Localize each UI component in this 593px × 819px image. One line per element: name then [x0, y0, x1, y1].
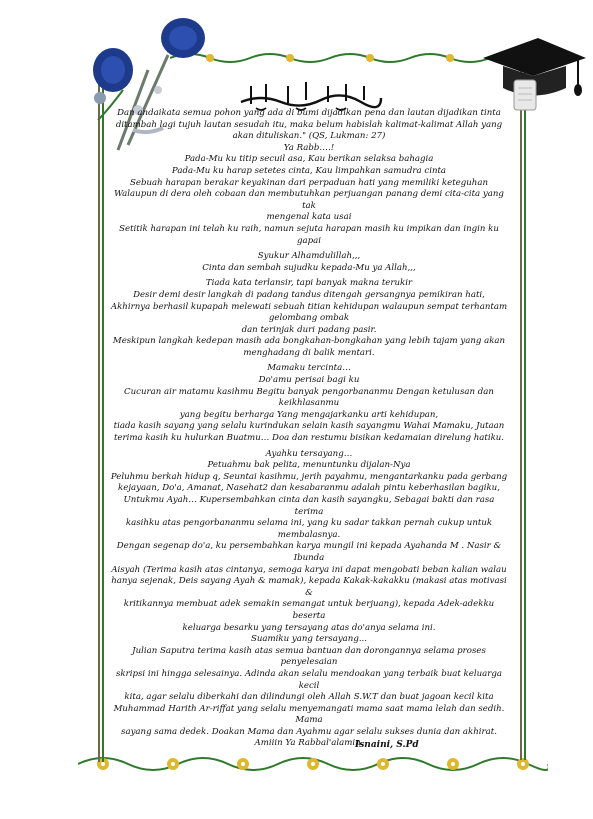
text-line: Akhirnya berhasil kupapah melewati sebuah titian kehidupan walaupun sempat terhantam — [110, 301, 508, 312]
text-line: dan terinjak duri padang pasir. — [241, 324, 377, 335]
text-line: Cinta dan sembah sujudku kepada-Mu ya Allah,,, — [202, 262, 416, 273]
text-line: sayang sama dedek. Doakan Mama dan Ayahmu agar selalu sukses dunia dan akhirat. — [121, 726, 497, 737]
text-line: membalasnya. — [277, 529, 341, 540]
left-border — [96, 72, 106, 762]
right-border — [518, 60, 528, 760]
text-line: Pada-Mu ku harap setetes cinta, Kau limpahkan samudra cinta — [171, 165, 447, 176]
text-line: Sebuah harapan berakar keyakinan dari perpaduan hati yang memiliki keteguhan — [130, 177, 488, 188]
text-line: Dan andaikata semua pohon yang ada di bumi dijadikan pena dan lautan dijadikan tinta — [117, 108, 501, 118]
text-line: Aisyah (Terima kasih atas cintanya, semoga karya ini dapat mengobati beban kalian walau — [111, 564, 507, 575]
text-line: gelombang ombak — [268, 313, 350, 324]
diploma-scroll-icon — [508, 74, 544, 116]
text-line: Pada-Mu ku titip secuil asa, Kau berikan selaksa bahagia — [184, 154, 434, 165]
text-line: mengenal kata usai — [266, 212, 352, 223]
text-line: terima kasih ku hulurkan Buatmu… Doa dan restumu bisikan kedamaian direlung hatiku. — [113, 433, 505, 444]
text-line: yang begitu berharga Yang mengajarkanku arti kehidupan, — [179, 409, 439, 420]
dedication-text — [110, 108, 508, 750]
text-line: Walaupun di dera oleh cobaan dan membutuhkan perjuangan panang demi cita-cita yang tak — [114, 189, 504, 211]
text-line: menghadang di balik mentari. — [243, 347, 375, 358]
text-line: Ya Rabb….! — [283, 142, 335, 153]
text-line: Meskipun langkah kedepan masih ada bongkahan-bongkahan yang lebih tajam yang akan — [112, 336, 506, 347]
text-line: kasihku atas pengorbananmu selama ini, yang ku sadar takkan pernah cukup untuk — [125, 518, 493, 529]
text-line: Untukmu Ayah… Kupersembahkan cinta dan kasih sayangku, Sebagai bakti dan rasa terima — [123, 495, 495, 517]
text-line: Julian Saputra terima kasih atas semua bantuan dan dorongannya selama proses penyelesaian — [132, 645, 486, 668]
text-line: akan dituliskan." (QS, Lukman: 27) — [232, 131, 386, 142]
text-line: skripsi ini hingga selesainya. Adinda akan selalu mendoakan yang terbaik buat keluarga kecil — [116, 668, 502, 691]
text-line: ditambah lagi tujuh lautan sesudah itu, maka belum habislah kalimat-kalimat Allah yang — [115, 119, 503, 130]
text-line: Amiiin Ya Rabbal'alamin. — [254, 738, 364, 749]
text-line: Mamaku tercinta… — [267, 363, 351, 374]
text-line: Cucuran air matamu kasihmu Begitu banyak pengorbananmu Dengan ketulusan dan — [124, 386, 494, 397]
text-line: Setitik harapan ini telah ku raih, namun sejuta harapan masih ku impikan dan ingin ku gapai — [119, 223, 499, 246]
text-line: Ayahku tersayang… — [265, 448, 353, 459]
text-line: Dengan segenap do'a, ku persembahkan karya mungil ini kepada Ayahanda M . Nasir & Ibunda — [116, 541, 502, 563]
text-line: Peluhmu berkah hidup q, Seuntai kasihmu, jerih payahmu, mengantarkanku pada gerbang — [110, 471, 508, 482]
text-line: keikhlasanmu — [278, 398, 340, 409]
text-line: Syukur Alhamdulillah,,, — [257, 251, 361, 262]
text-line: Tiada kata terlansir, tapi banyak makna terukir — [205, 278, 413, 289]
text-line: Suamiku yang tersayang... — [250, 634, 368, 645]
text-line: kritikannya membuat adek semakin semangat untuk berjuang), kepada Adek-adekku beserta — [123, 599, 495, 621]
text-line: Desir demi desir langkah di padang tandus ditengah gersangnya pemikiran hati, — [133, 289, 485, 300]
text-line: tiada kasih sayang yang selalu kurindukan selain kasih sayangmu Wahai Mamaku, Jutaan — [113, 421, 505, 432]
text-line: keluarga besarku yang tersayang atas do'anya selama ini. — [182, 622, 436, 633]
bottom-vine-border — [78, 752, 548, 776]
signature: Isnaini, S.Pd — [355, 740, 419, 750]
text-line: kita, agar selalu diberkahi dan dilindungi oleh Allah S.W.T dan buat jagoan kecil kita — [124, 692, 494, 703]
text-line: kejayaan, Do'a, Amanat, Nasehat2 dan kesabaranmu adalah pintu keberhasilan bagiku, — [118, 483, 500, 494]
text-line: Petuahmu bak pelita, menuntunku dijalan-Nya — [207, 460, 411, 471]
text-line: Muhammad Harith Ar-riffat yang selalu menyemangati mama saat mama lelah dan sedih. Mama — [113, 703, 505, 726]
text-line: hanya sejenak, Deis sayang Ayah & mamak), kepada Kakak-kakakku (makasi atas motivasi & — [111, 576, 507, 598]
text-line: Do'amu perisai bagi ku — [258, 375, 360, 386]
